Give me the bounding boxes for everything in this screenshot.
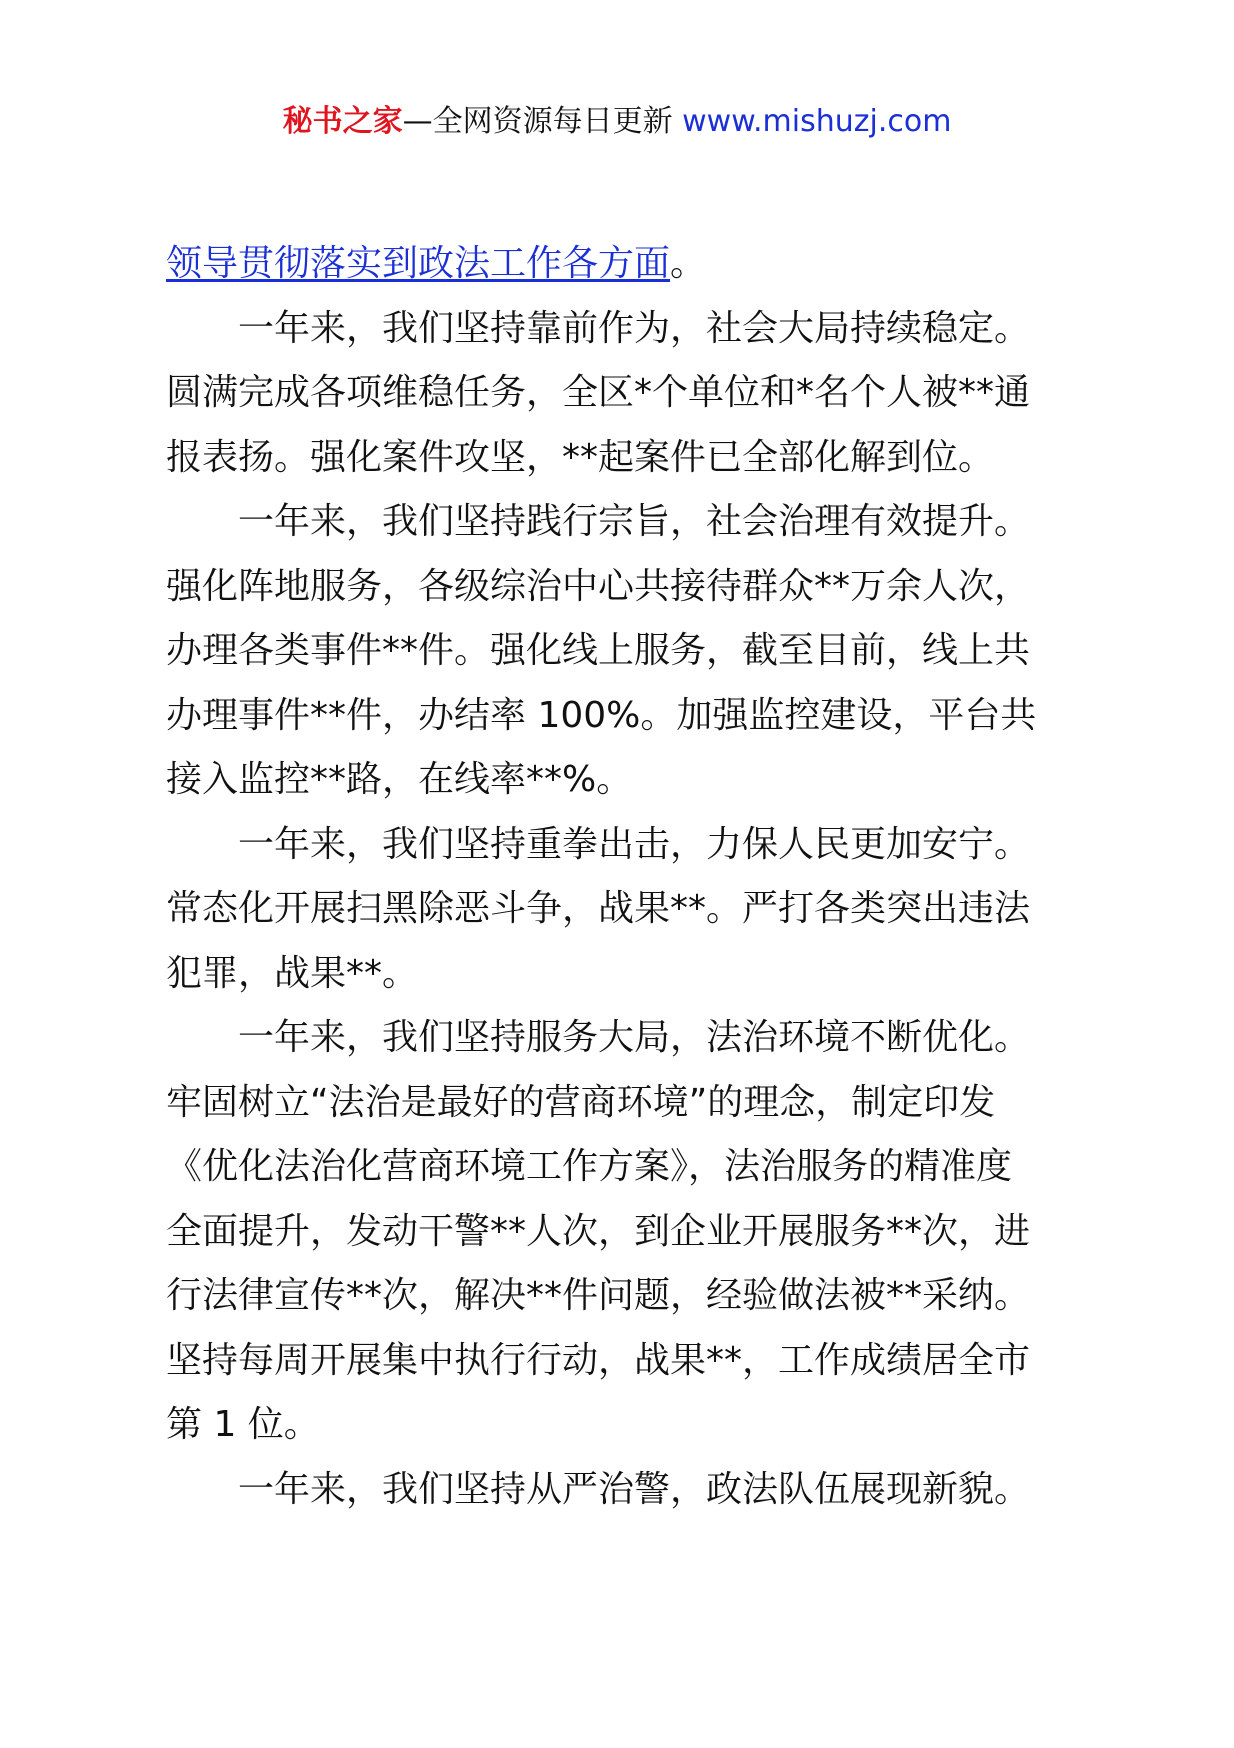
site-link[interactable]: www.mishuzj.com: [682, 104, 952, 139]
paragraph-line: 圆满完成各项维稳任务，全区*个单位和*名个人被**通: [166, 372, 1031, 413]
paragraph: [166, 1006, 1086, 1458]
paragraph-line: 犯罪，战果**。: [166, 952, 419, 994]
paragraph-line: 一年来，我们坚持重拳出击，力保人民更加安宁。: [238, 823, 1031, 865]
paragraph-line: 办理事件**件，办结率 100%。加强监控建设，平台共: [166, 694, 1037, 736]
document-body: [166, 232, 1086, 1522]
brand-name: 秘书之家: [282, 104, 403, 139]
paragraph-line: 牢固树立“法治是最好的营商环境”的理念，制定印发: [166, 1081, 996, 1123]
paragraph-line: 全面提升，发动干警**人次，到企业开展服务**次，进: [166, 1210, 1031, 1252]
page-header: [0, 100, 1234, 144]
paragraph-line: 一年来，我们坚持从严治警，政法队伍展现新貌。: [238, 1468, 1031, 1510]
paragraph-line: 《优化法治化营商环境工作方案》，法治服务的精准度: [166, 1146, 1013, 1187]
document-line: [166, 232, 1086, 297]
paragraph-line: 一年来，我们坚持践行宗旨，社会治理有效提升。: [238, 501, 1031, 542]
paragraph: [166, 490, 1086, 813]
paragraph-line: 行法律宣传**次，解决**件问题，经验做法被**采纳。: [166, 1275, 1031, 1316]
paragraph: [166, 297, 1086, 491]
paragraph: [166, 813, 1086, 1007]
paragraph-line: 坚持每周开展集中执行行动，战果**，工作成绩居全市: [166, 1339, 1031, 1381]
paragraph-line: 一年来，我们坚持服务大局，法治环境不断优化。: [238, 1017, 1031, 1058]
paragraph-line: 第 1 位。: [166, 1404, 320, 1445]
paragraph-line: 报表扬。强化案件攻坚，**起案件已全部化解到位。: [166, 436, 995, 478]
inline-link[interactable]: 领导贯彻落实到政法工作各方面: [166, 243, 671, 284]
header-tagline: —全网资源每日更新: [402, 104, 673, 139]
paragraph-line: 强化阵地服务，各级综治中心共接待群众**万余人次，: [166, 565, 1031, 607]
paragraph: [166, 1458, 1086, 1523]
paragraph-line: 常态化开展扫黑除恶斗争，战果**。严打各类突出违法: [166, 888, 1031, 929]
line-tail: 。: [670, 243, 707, 284]
paragraph-line: 办理各类事件**件。强化线上服务，截至目前，线上共: [166, 630, 1031, 671]
paragraph-line: 接入监控**路，在线率**%。: [166, 759, 633, 800]
paragraph-line: 一年来，我们坚持靠前作为，社会大局持续稳定。: [238, 307, 1031, 349]
